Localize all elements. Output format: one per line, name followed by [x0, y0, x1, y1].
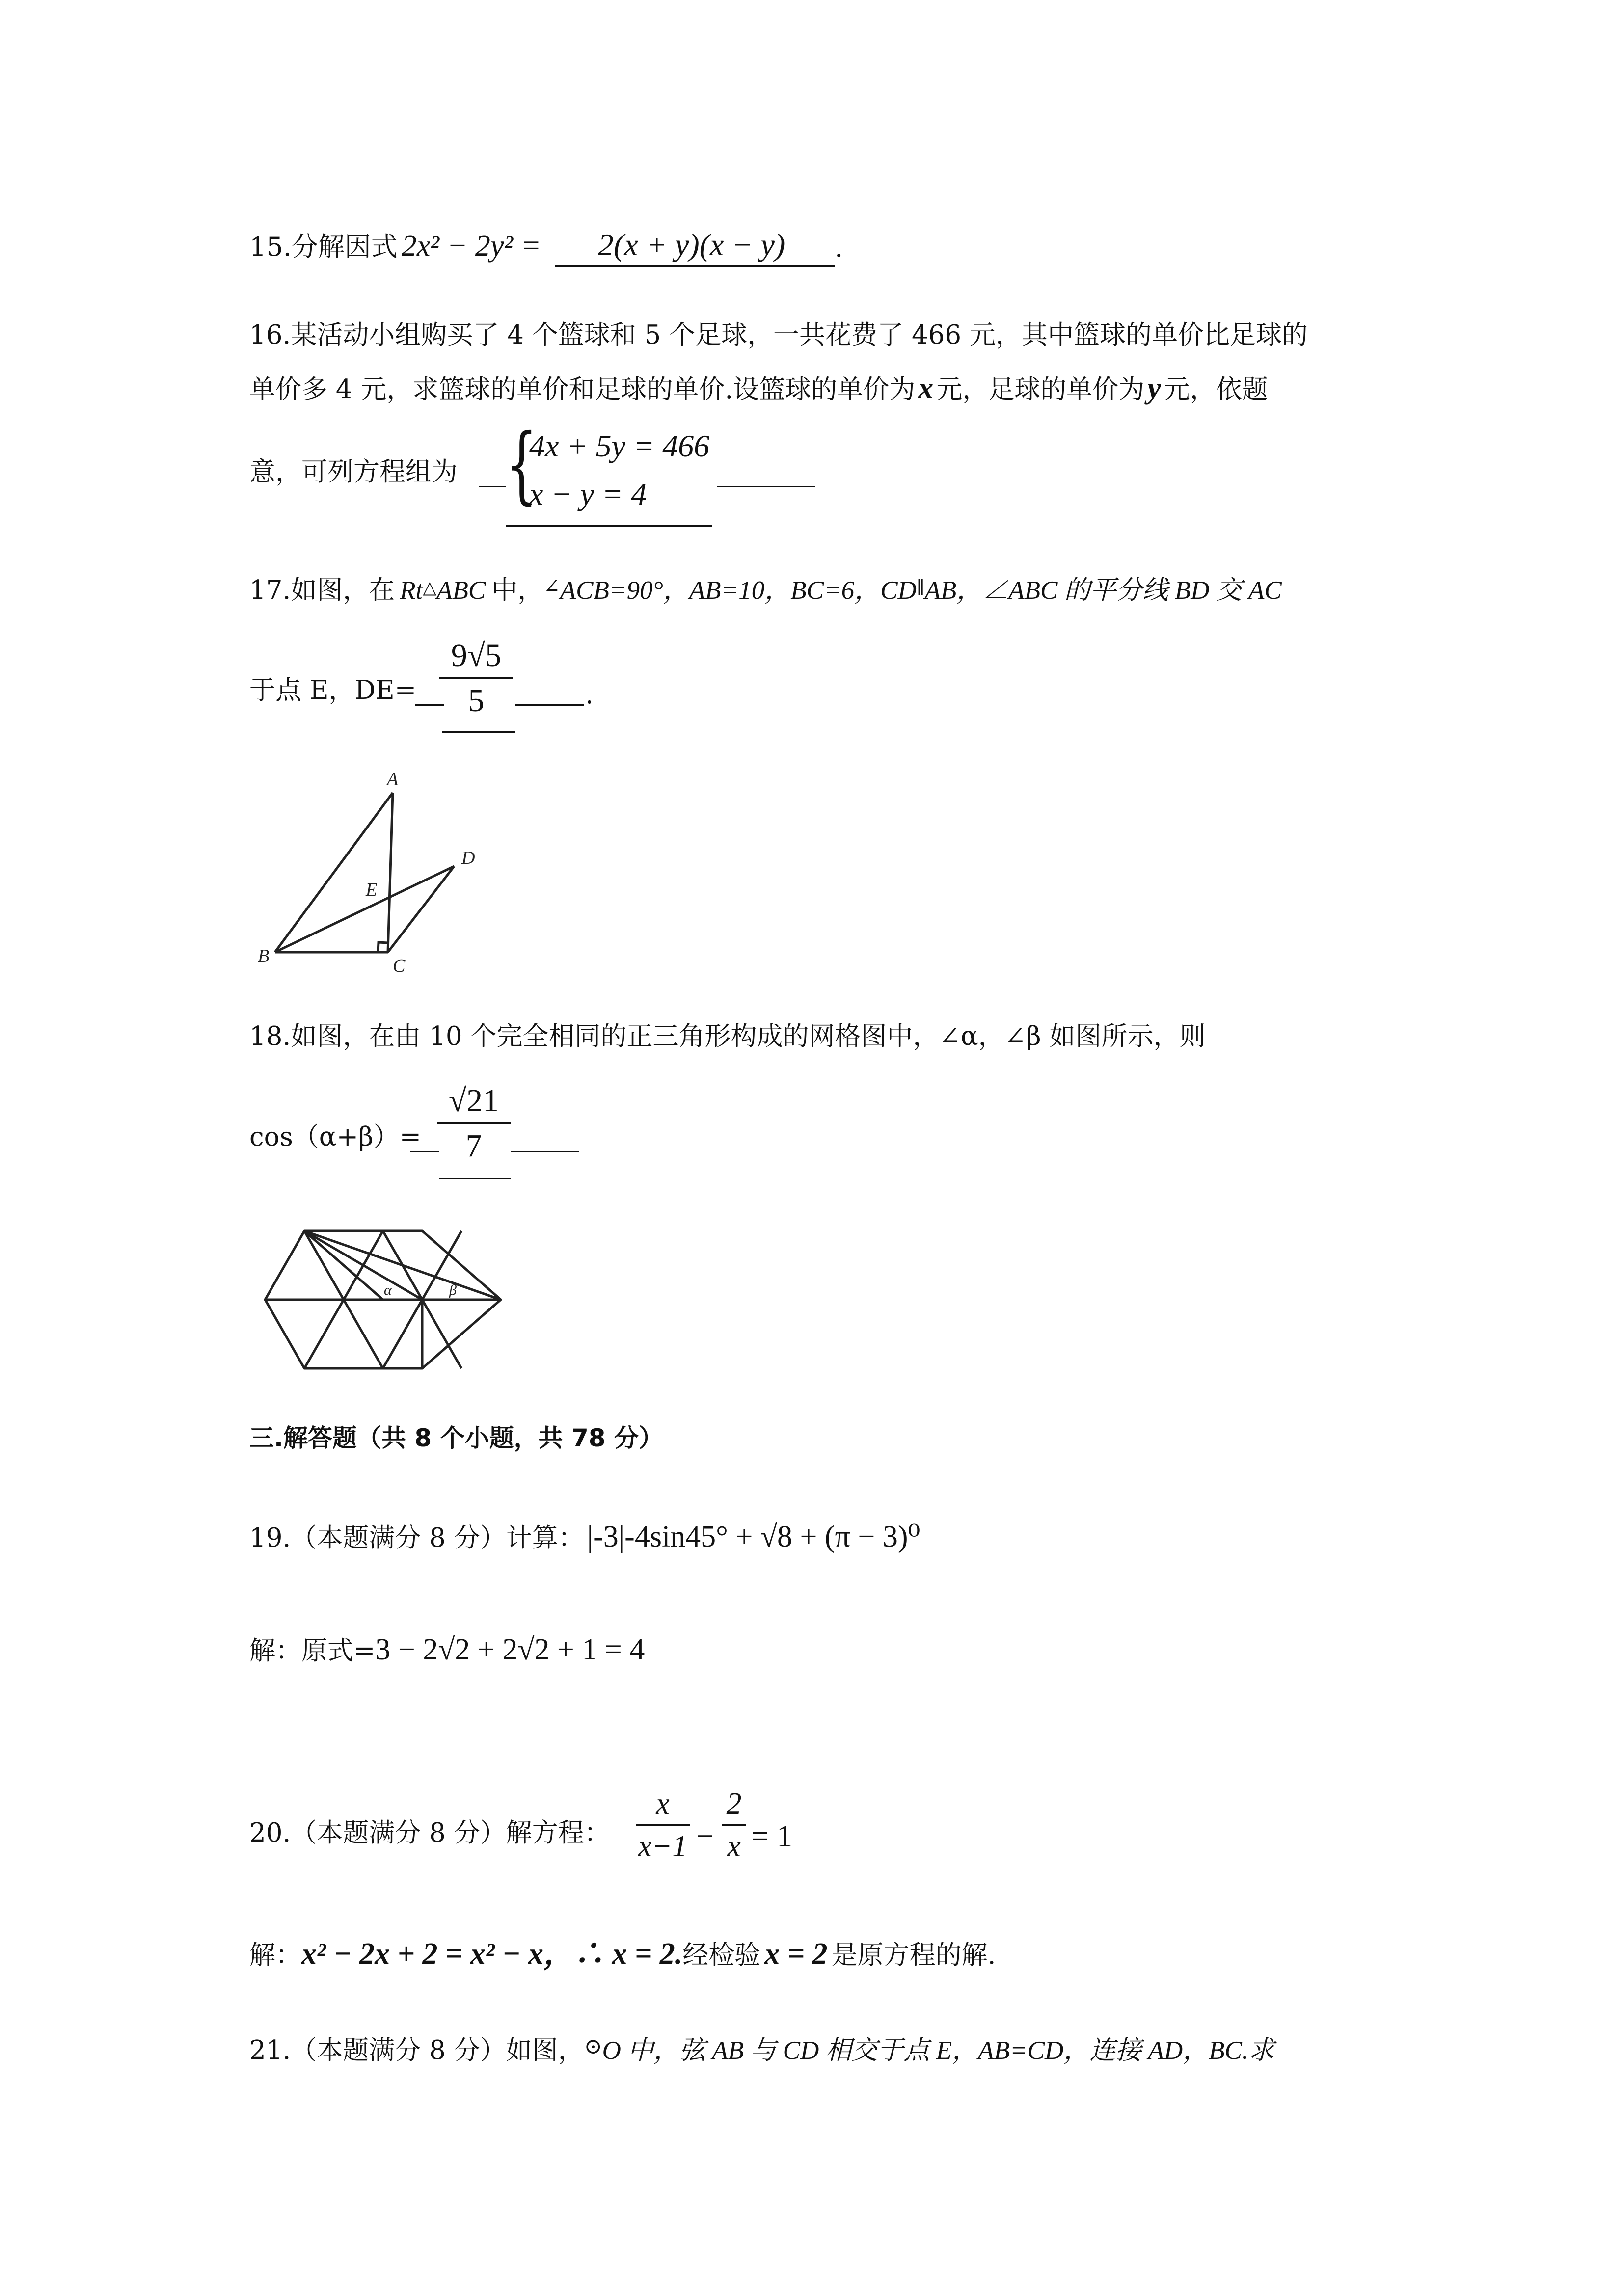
q21-line: [249, 2036, 1274, 2064]
q17-triangle-symbol: △: [423, 578, 437, 598]
q20-fraction-1: [636, 1787, 690, 1865]
q20-equals-one: = 1: [751, 1818, 793, 1853]
q16-line2-c: 元，依题: [1164, 374, 1268, 404]
q15-tail: .: [835, 232, 843, 263]
q16-var-y: y: [1147, 372, 1161, 405]
q16-blank-trail: [717, 461, 815, 487]
q18-blank-trail: [511, 1126, 579, 1152]
label-a: A: [387, 769, 399, 790]
q18-answer-fraction: [437, 1082, 511, 1165]
q17-angle-symbol: ∠: [543, 575, 560, 598]
q17-answer-numerator: 9√5: [451, 638, 502, 673]
q15-label: 15.分解因式: [249, 231, 398, 262]
section3-heading: 三.解答题（共 8 个小题，共 78 分）: [249, 1424, 663, 1452]
q17-line2: [249, 677, 416, 703]
q20-f2-bar: [722, 1824, 746, 1826]
q19-expression: |-3|-4sin45° + √8 + (π − 3)⁰: [587, 1520, 920, 1553]
q19-solution: [249, 1634, 645, 1665]
q20-f2-numerator: 2: [726, 1787, 742, 1820]
q16-blank-lead: [479, 461, 506, 487]
q20-f1-bar: [636, 1824, 690, 1826]
q16-line2: [249, 373, 1268, 403]
q16-answer-blank: [506, 501, 712, 527]
grid-line-2: [304, 1300, 344, 1368]
q20-solution: [249, 1939, 996, 1969]
beta-label: β: [449, 1282, 457, 1298]
q17-fraction-bar: [439, 677, 513, 679]
grid-line-6: [383, 1300, 422, 1368]
q17-line1-a: 17.如图，在: [249, 575, 395, 605]
q21-text: O 中，弦 AB 与 CD 相交于点 E，AB=CD，连接 AD，BC.求: [602, 2036, 1275, 2065]
q18-figure: [255, 1217, 520, 1389]
q16-line1: 16.某活动小组购买了 4 个篮球和 5 个足球，一共花费了 466 元，其中篮球的单价比足球的: [249, 320, 1308, 350]
q15-expression: 2x² − 2y² =: [401, 229, 541, 263]
q18-answer-denominator: 7: [465, 1127, 482, 1164]
q19-solution-label: 解：原式=: [249, 1636, 376, 1666]
q20-fraction-2: [722, 1787, 746, 1865]
q15-line: [249, 231, 541, 261]
q16-line3: 意，可列方程组为: [249, 457, 458, 487]
grid-line-9: [422, 1300, 461, 1368]
q17-parallel: ∥: [916, 578, 925, 598]
q20-f1-denominator: x−1: [638, 1830, 688, 1864]
q17-line1-c: ∠ABC 的平分线 BD 交 AC: [982, 576, 1282, 605]
q20-label: 20.（本题满分 8 分）解方程：: [249, 1818, 610, 1848]
q20-minus: −: [696, 1818, 714, 1853]
q16-var-x: x: [918, 372, 934, 405]
q15-answer: 2(x + y)(x − y): [598, 227, 785, 262]
q18-answer-blank: [439, 1153, 511, 1179]
q18-fraction-bar: [437, 1122, 511, 1124]
q17-figure: [245, 766, 520, 987]
q17-line2-text: 于点 E，DE=: [249, 675, 417, 705]
q17-rt: Rt: [400, 576, 423, 605]
q17-ab: AB，: [924, 576, 983, 605]
q19-solution-expr: 3 − 2√2 + 2√2 + 1 = 4: [375, 1633, 645, 1666]
q20-f2-denominator: x: [727, 1830, 741, 1864]
q20-f1-numerator: x: [656, 1787, 670, 1820]
q18-blank-lead: [410, 1126, 439, 1152]
q16-line2-b: 元，足球的单价为: [936, 374, 1145, 404]
alpha-label: α: [384, 1282, 392, 1298]
diagonal-3: [304, 1231, 383, 1300]
q20-solution-label: 解：: [249, 1940, 301, 1970]
q21-label: 21.（本题满分 8 分）如图，: [249, 2035, 584, 2065]
segment-ab: [275, 793, 393, 952]
q17-answer-denominator: 5: [468, 682, 485, 719]
q20-solution-b: 经检验: [682, 1940, 761, 1970]
q17-blank-trail: [515, 680, 584, 706]
q17-abc: ABC: [436, 576, 486, 605]
q20-solution-d: 是原方程的解.: [831, 1940, 996, 1970]
label-d: D: [461, 848, 475, 868]
segment-ac: [388, 793, 393, 952]
q17-line1: [249, 577, 1282, 604]
q18-line2: cos（α+β）=: [249, 1122, 422, 1152]
q21-circle-symbol: ⊙: [584, 2034, 602, 2059]
q16-system-brace: {: [506, 416, 538, 513]
q17-tail: .: [585, 679, 594, 710]
right-angle-mark: [378, 942, 388, 952]
label-e: E: [366, 880, 378, 900]
segment-cd: [388, 866, 454, 952]
q19-line: [249, 1522, 920, 1552]
q19-label: 19.（本题满分 8 分）计算：: [249, 1523, 584, 1553]
q20-solution-a: x² − 2x + 2 = x² − x，∴ x = 2.: [301, 1937, 683, 1971]
q17-acb: ACB=90°，AB=10，BC=6，CD: [560, 576, 917, 605]
q17-answer-blank: [442, 707, 515, 733]
q16-equation-2: x − y = 4: [529, 477, 647, 511]
label-c: C: [393, 956, 406, 976]
segment-bd: [275, 866, 454, 952]
q16-equation-1: 4x + 5y = 466: [529, 428, 710, 463]
q20-solution-c: x = 2: [764, 1937, 828, 1971]
q17-line1-b: 中，: [491, 575, 544, 605]
q16-line2-a: 单价多 4 元，求篮球的单价和足球的单价.设篮球的单价为: [249, 374, 916, 404]
grid-line-5: [344, 1300, 383, 1368]
label-b: B: [258, 946, 270, 966]
q18-answer-numerator: √21: [448, 1083, 499, 1119]
q18-line1: 18.如图，在由 10 个完全相同的正三角形构成的网格图中，∠α，∠β 如图所示，则: [249, 1021, 1206, 1051]
